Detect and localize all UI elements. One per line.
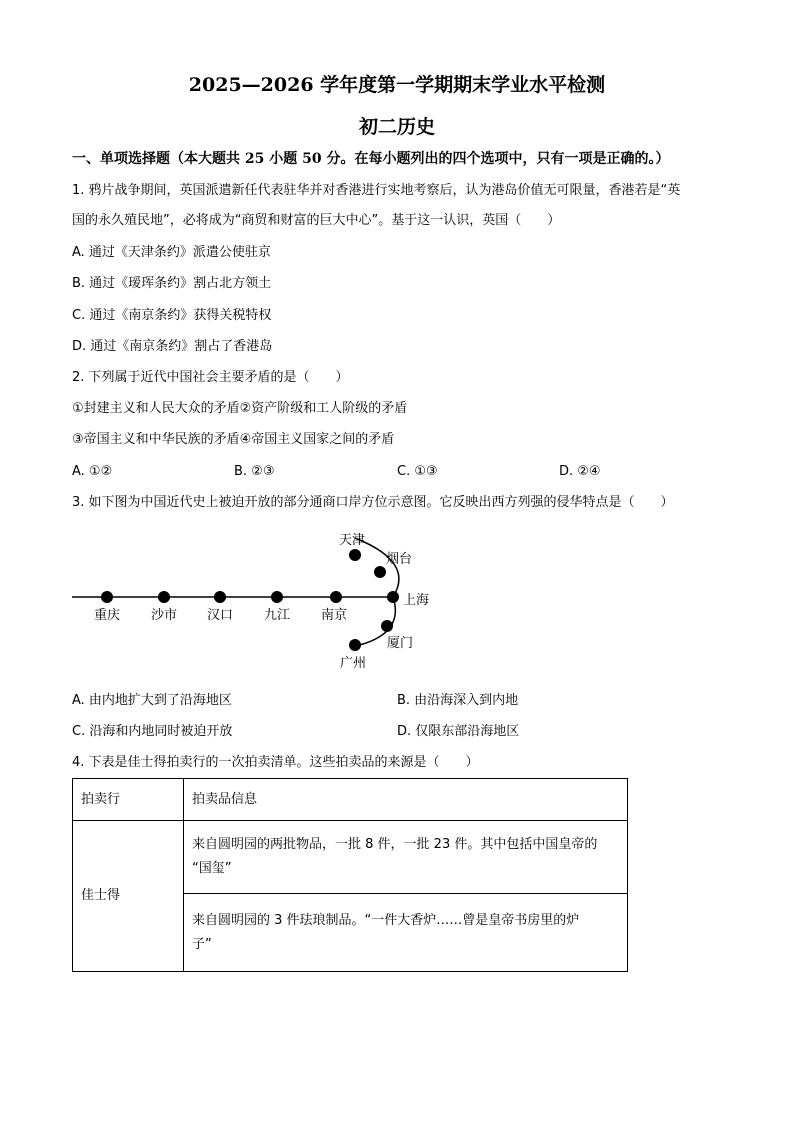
treaty-ports-map — [60, 522, 460, 682]
q1-option-b: B. 通过《瑷珲条约》割占北方领土 — [72, 276, 272, 291]
item1-line1: 来自圆明园的两批物品，一批 8 件，一批 23 件。其中包括中国皇帝的 — [192, 837, 598, 852]
port-label-chongqing: 重庆 — [93, 608, 121, 623]
q4-stem: 4. 下表是佳士得拍卖行的一次拍卖清单。这些拍卖品的来源是（ ） — [72, 755, 479, 770]
port-dot-nanjing — [330, 591, 342, 603]
q1-option-c: C. 通过《南京条约》获得关税特权 — [72, 308, 272, 323]
port-dot-tianjin — [349, 549, 361, 561]
port-dot-jiujiang — [271, 591, 283, 603]
port-dot-chongqing — [101, 591, 113, 603]
q2-statement-line2: ③帝国主义和中华民族的矛盾④帝国主义国家之间的矛盾 — [72, 432, 395, 447]
q3-option-b: B. 由沿海深入到内地 — [397, 693, 519, 708]
port-dot-xiamen — [381, 620, 393, 632]
q3-option-c: C. 沿海和内地同时被迫开放 — [72, 724, 233, 739]
section-heading: 一、单项选择题（本大题共 25 小题 50 分。在每小题列出的四个选项中，只有一项是正确的。） — [72, 151, 670, 167]
auction-table — [72, 778, 628, 972]
q3-option-d: D. 仅限东部沿海地区 — [397, 724, 520, 739]
exam-title: 2025—2026 学年度第一学期期末学业水平检测 — [188, 74, 606, 96]
port-label-hankou: 汉口 — [206, 608, 234, 623]
port-label-xiamen: 厦门 — [387, 636, 414, 651]
q1-option-d: D. 通过《南京条约》割占了香港岛 — [72, 339, 273, 354]
port-dot-shashi — [158, 591, 170, 603]
port-label-yantai: 烟台 — [386, 552, 413, 567]
q1-stem-line1: 1. 鸦片战争期间，英国派遣新任代表驻华并对香港进行实地考察后，认为港岛价值无可限量，香港若是“英 — [72, 183, 681, 198]
q2-option-c: C. ①③ — [397, 464, 438, 479]
auction-item-cell — [184, 821, 628, 894]
port-dot-guangzhou — [349, 639, 361, 651]
port-label-jiujiang: 九江 — [263, 608, 291, 623]
port-dot-yantai — [374, 566, 386, 578]
auction-house-cell: 佳士得 — [73, 821, 184, 972]
item2-line1: 来自圆明园的 3 件珐琅制品。“一件大香炉……曾是皇帝书房里的炉 — [192, 912, 580, 928]
table-row — [73, 821, 628, 894]
q3-stem: 3. 如下图为中国近代史上被迫开放的部分通商口岸方位示意图。它反映出西方列强的侵华特点是（ ） — [72, 495, 674, 510]
q2-statement-line1: ①封建主义和人民大众的矛盾②资产阶级和工人阶级的矛盾 — [72, 401, 408, 416]
q1-option-a: A. 通过《天津条约》派遣公使驻京 — [72, 245, 271, 260]
port-label-shashi: 沙市 — [150, 608, 178, 623]
port-label-nanjing: 南京 — [320, 608, 348, 623]
port-label-tianjin: 天津 — [338, 533, 366, 548]
port-label-shanghai: 上海 — [403, 593, 430, 608]
port-dot-hankou — [214, 591, 226, 603]
q2-option-d: D. ②④ — [559, 464, 601, 479]
table-header-row — [73, 779, 628, 821]
q1-stem-line2: 国的永久殖民地”，必将成为“商贸和财富的巨大中心”。基于这一认识，英国（ ） — [72, 213, 561, 228]
auction-item-cell — [184, 894, 628, 972]
item2-line2: 子” — [192, 936, 212, 952]
port-dot-shanghai — [387, 591, 399, 603]
q2-option-a: A. ①② — [72, 464, 113, 479]
table-header-items: 拍卖品信息 — [184, 779, 628, 821]
item1-line2: “国玺” — [192, 861, 232, 876]
port-label-guangzhou: 广州 — [339, 656, 367, 671]
table-header-house: 拍卖行 — [73, 779, 184, 821]
exam-subject: 初二历史 — [358, 116, 435, 138]
q2-option-b: B. ②③ — [234, 464, 275, 479]
q3-option-a: A. 由内地扩大到了沿海地区 — [72, 693, 232, 708]
q2-stem: 2. 下列属于近代中国社会主要矛盾的是（ ） — [72, 370, 349, 385]
